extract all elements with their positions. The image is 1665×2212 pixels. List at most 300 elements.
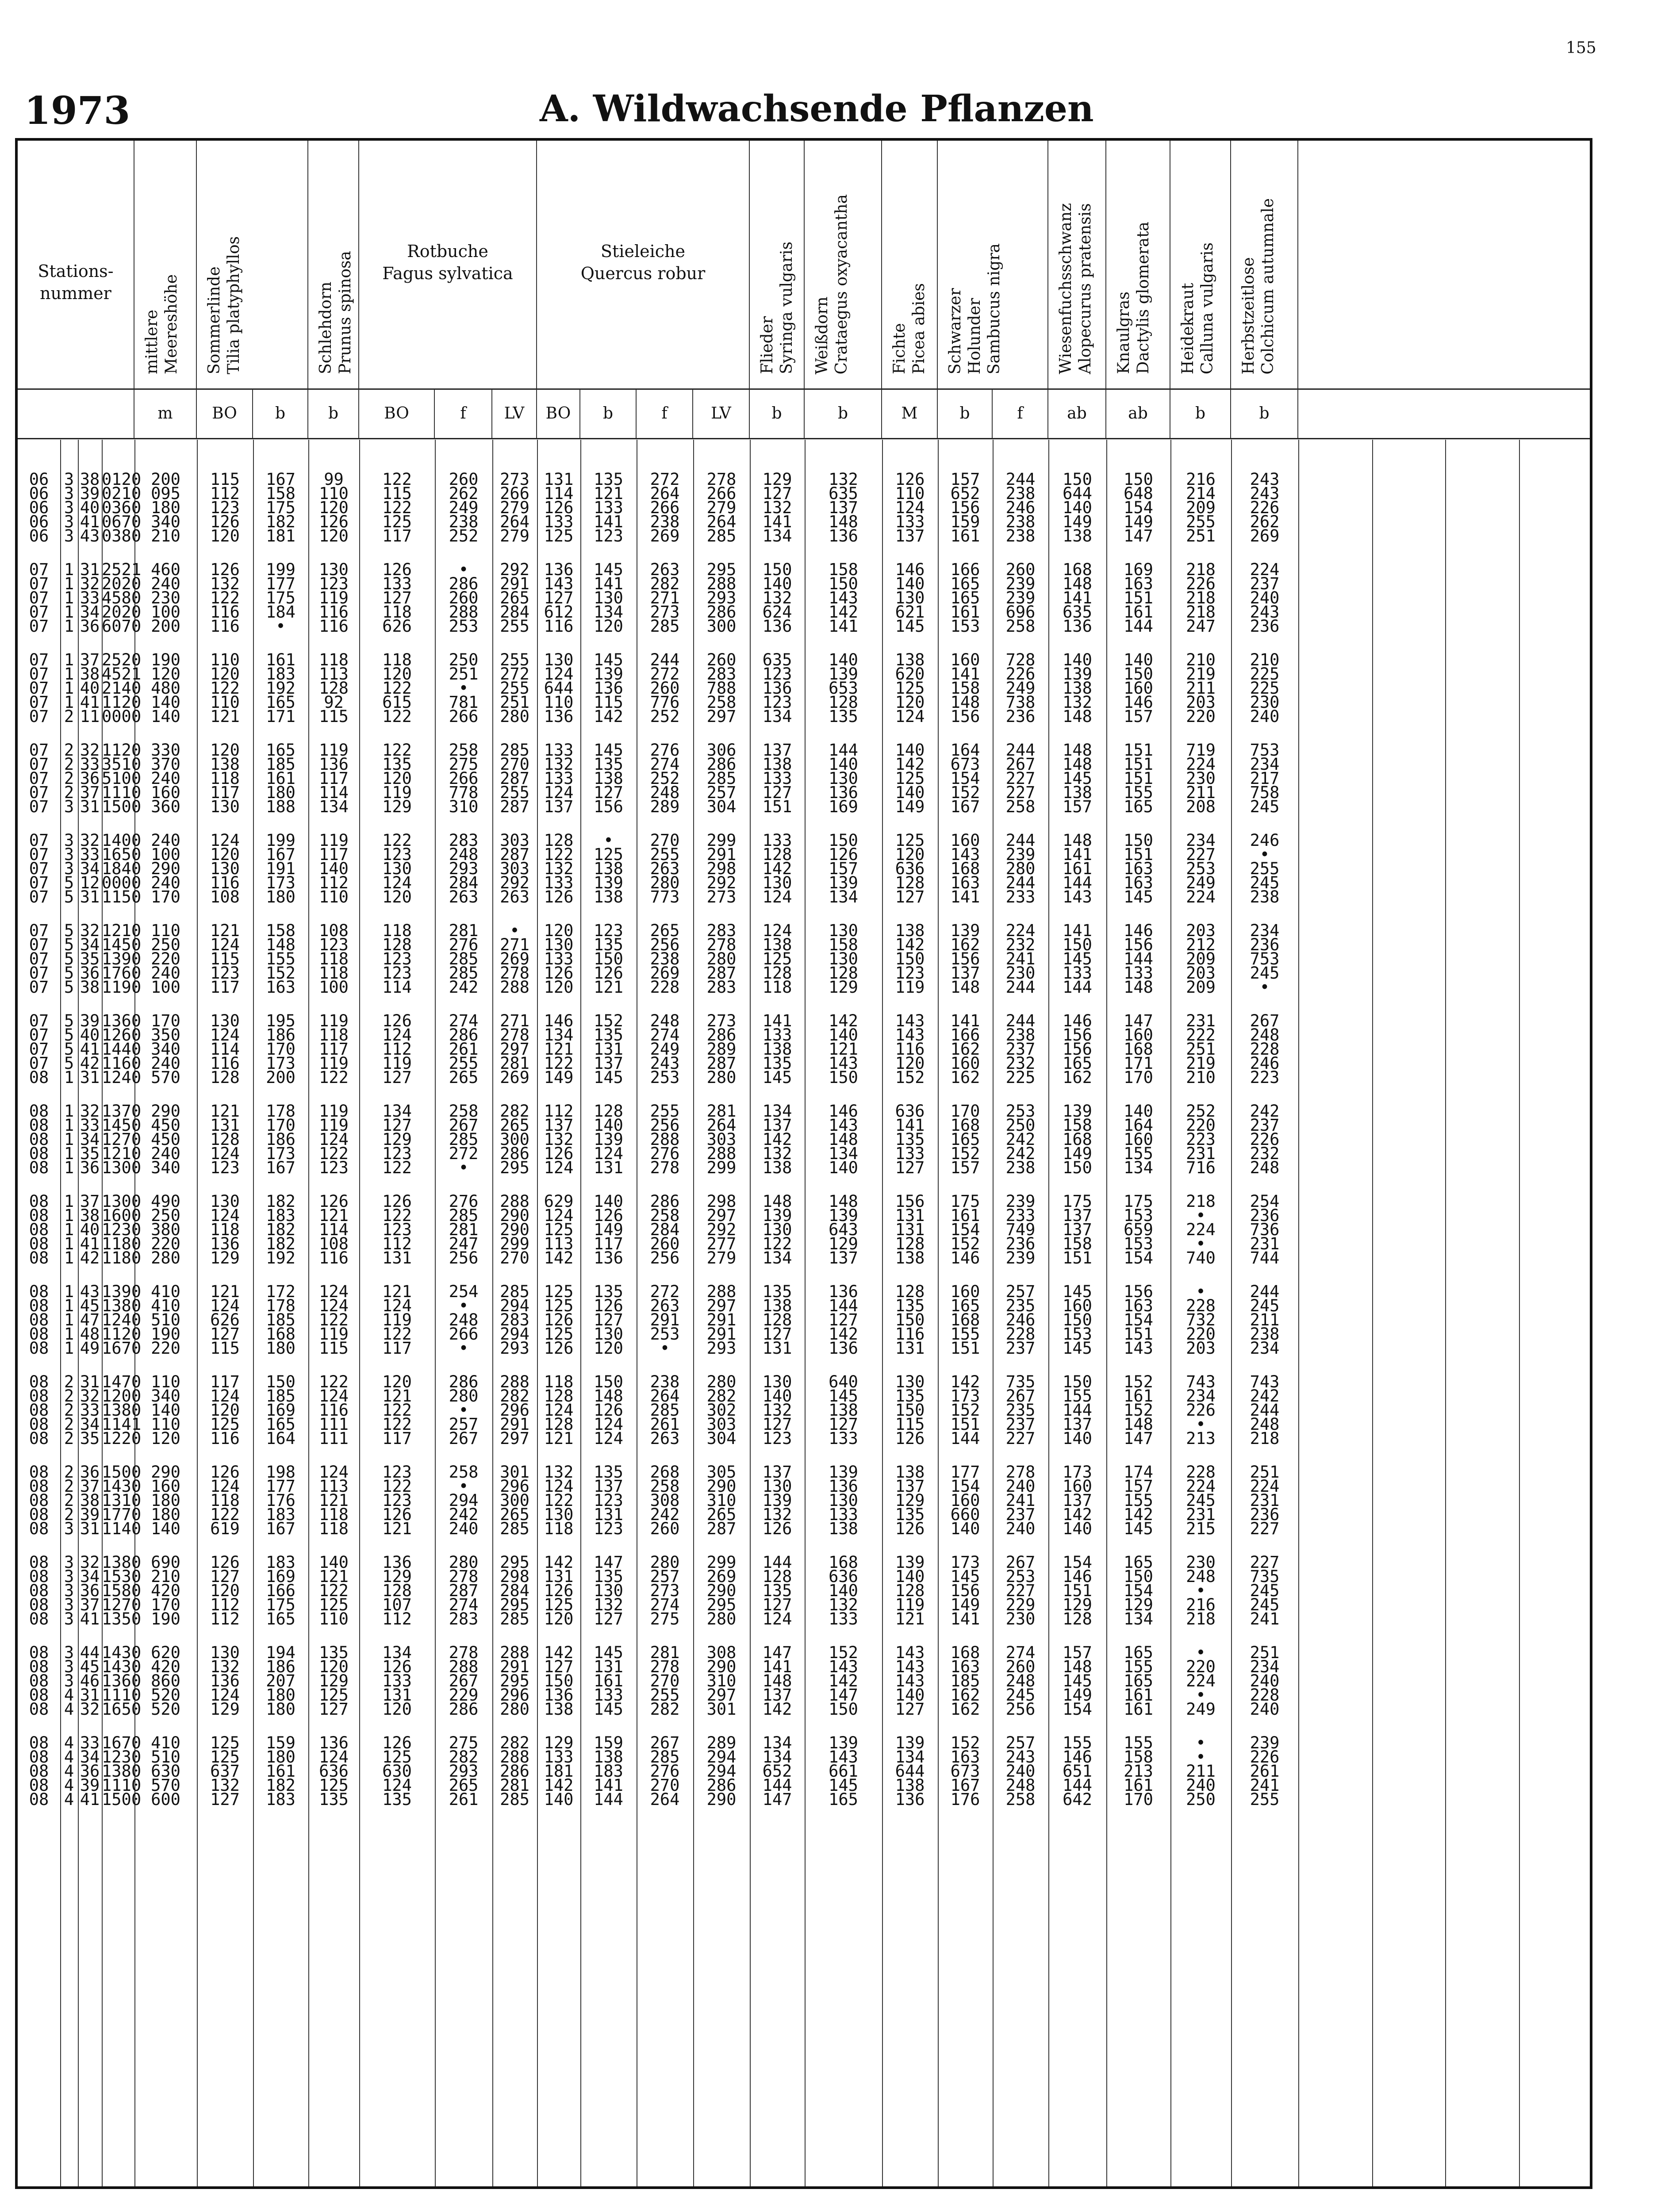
table-cell: 137: [762, 1116, 792, 1135]
table-cell: 260: [449, 470, 479, 489]
table-cell: 286: [500, 1144, 529, 1163]
table-cell: 163: [950, 873, 980, 892]
table-cell: 282: [650, 1700, 680, 1719]
table-cell: 115: [382, 484, 412, 503]
table-cell: 211: [1186, 679, 1216, 698]
table-cell: 132: [544, 1463, 574, 1482]
table-cell: 223: [1186, 1130, 1216, 1149]
table-cell: 743: [1186, 1372, 1216, 1391]
table-cell: 2: [64, 1505, 74, 1524]
table-cell: 292: [706, 1220, 737, 1239]
table-cell: 281: [500, 1054, 529, 1073]
table-cell: 136: [382, 1553, 412, 1572]
table-cell: 132: [210, 1657, 240, 1676]
table-cell: 0000: [102, 873, 142, 892]
table-cell: 123: [382, 1491, 412, 1510]
table-cell: 227: [1250, 1553, 1280, 1572]
table-cell: 2: [64, 769, 74, 788]
table-cell: 141: [829, 617, 858, 636]
table-cell: 278: [650, 1158, 680, 1177]
table-cell: 129: [895, 1491, 925, 1510]
table-cell: 127: [829, 1415, 858, 1434]
table-cell: 122: [319, 1372, 349, 1391]
table-cell: 06: [29, 470, 49, 489]
table-cell: 420: [151, 1657, 180, 1676]
table-cell: 1: [64, 617, 74, 636]
table-cell: 273: [650, 603, 680, 622]
table-cell: 121: [544, 1429, 574, 1448]
table-row: [18, 1762, 1590, 1781]
table-cell: 07: [29, 921, 49, 940]
table-cell: 124: [319, 1282, 349, 1301]
table-cell: 1: [64, 664, 74, 684]
table-cell: 159: [950, 512, 980, 531]
table-cell: 117: [319, 845, 349, 864]
table-cell: 330: [151, 741, 180, 760]
table-cell: 224: [1186, 755, 1216, 774]
table-cell: 286: [706, 603, 737, 622]
table-cell: 5: [64, 964, 74, 983]
table-cell: 180: [266, 887, 295, 906]
table-cell: 258: [449, 1463, 479, 1482]
table-cell: 143: [544, 574, 574, 593]
table-cell: 41: [80, 1040, 100, 1059]
table-cell: 117: [210, 1372, 240, 1391]
table-cell: 40: [80, 1025, 100, 1045]
table-cell: 08: [29, 1609, 49, 1628]
table-cell: 340: [151, 1386, 180, 1406]
table-cell: 142: [829, 1325, 858, 1344]
table-cell: 248: [650, 783, 680, 802]
table-cell: 132: [762, 1401, 792, 1420]
table-cell: 287: [500, 797, 529, 816]
table-cell: 33: [80, 755, 100, 774]
table-cell: 159: [266, 1733, 295, 1752]
table-cell: 08: [29, 1116, 49, 1135]
table-cell: 257: [449, 1415, 479, 1434]
table-cell: 150: [829, 1068, 858, 1087]
table-cell: 1210: [102, 1144, 142, 1163]
table-cell: 286: [449, 574, 479, 593]
table-cell: 213: [1124, 1762, 1153, 1781]
column-label: [205, 236, 244, 374]
table-cell: 124: [382, 1776, 412, 1795]
table-cell: 738: [1005, 693, 1036, 712]
table-cell: 174: [1124, 1463, 1153, 1482]
table-cell: 124: [544, 1477, 574, 1496]
table-cell: 5: [64, 1054, 74, 1073]
table-cell: 135: [594, 470, 623, 489]
table-row: [18, 1206, 1590, 1225]
table-cell: 269: [500, 949, 529, 968]
table-cell: 285: [500, 1790, 529, 1809]
table-cell: 154: [1063, 1553, 1092, 1572]
column-label-line: Weißdorn: [813, 296, 831, 374]
table-cell: 293: [500, 1339, 529, 1358]
table-cell: 121: [319, 1567, 349, 1586]
table-cell: 145: [594, 1700, 623, 1719]
unit-label: b: [1231, 389, 1298, 438]
table-row: [18, 980, 1590, 995]
table-cell: 140: [594, 1116, 623, 1135]
table-cell: 1670: [102, 1339, 142, 1358]
table-cell: 150: [829, 831, 858, 850]
table-cell: 292: [706, 873, 737, 892]
column-label-line: Wiesenfuchsschwanz: [1057, 203, 1075, 374]
table-cell: 175: [950, 1192, 980, 1211]
table-cell: 241: [1250, 1776, 1280, 1795]
page-number: 155: [1566, 39, 1596, 57]
table-cell: 177: [950, 1463, 980, 1482]
table-cell: 126: [594, 1296, 623, 1315]
table-cell: 289: [706, 1040, 737, 1059]
table-cell: 269: [500, 1068, 529, 1087]
table-row: [18, 1248, 1590, 1267]
table-cell: 181: [544, 1762, 574, 1781]
table-cell: 270: [500, 1248, 529, 1267]
table-cell: 125: [594, 845, 623, 864]
table-cell: 4: [64, 1762, 74, 1781]
table-cell: 117: [210, 978, 240, 997]
table-cell: 652: [950, 484, 980, 503]
table-cell: 240: [151, 964, 180, 983]
table-cell: 244: [1005, 873, 1036, 892]
table-cell: 164: [950, 741, 980, 760]
column-label-line: Schlehdorn: [317, 281, 335, 374]
table-cell: 123: [594, 1491, 623, 1510]
table-cell: 38: [80, 1491, 100, 1510]
table-cell: 214: [1186, 484, 1216, 503]
table-cell: 124: [210, 1386, 240, 1406]
table-cell: 31: [80, 1519, 100, 1538]
table-cell: 274: [449, 1011, 479, 1030]
table-cell: 280: [706, 1372, 737, 1391]
table-cell: 285: [449, 949, 479, 968]
table-cell: 125: [210, 1747, 240, 1767]
table-cell: 134: [762, 1747, 792, 1767]
table-cell: 07: [29, 603, 49, 622]
table-cell: 130: [594, 588, 623, 607]
table-cell: 278: [449, 1643, 479, 1662]
table-cell: 140: [829, 1158, 858, 1177]
table-cell: 1180: [102, 1248, 142, 1267]
table-cell: 251: [1186, 526, 1216, 545]
table-cell: 127: [382, 1068, 412, 1087]
table-cell: 113: [544, 1234, 574, 1253]
table-cell: 133: [895, 512, 925, 531]
table-cell: 237: [1250, 574, 1280, 593]
table-cell: 130: [544, 935, 574, 954]
table-cell: 245: [1250, 1296, 1280, 1315]
table-cell: 211: [1250, 1310, 1280, 1329]
table-cell: 255: [1250, 859, 1280, 878]
table-cell: 5: [64, 921, 74, 940]
table-cell: 07: [29, 887, 49, 906]
table-cell: 131: [895, 1206, 925, 1225]
table-cell: 258: [706, 693, 737, 712]
table-cell: 168: [950, 1310, 980, 1329]
table-cell: 116: [319, 617, 349, 636]
table-cell: 07: [29, 783, 49, 802]
table-cell: 228: [1250, 1686, 1280, 1705]
table-cell: 124: [762, 1609, 792, 1628]
table-cell: 1310: [102, 1491, 142, 1510]
table-row: [18, 1194, 1590, 1209]
table-cell: 110: [151, 921, 180, 940]
table-cell: 119: [382, 1310, 412, 1329]
table-cell: 130: [210, 1192, 240, 1211]
table-cell: 264: [706, 512, 737, 531]
table-cell: 278: [706, 935, 737, 954]
table-cell: 286: [500, 1762, 529, 1781]
table-row: [18, 1011, 1590, 1030]
table-cell: 280: [500, 1700, 529, 1719]
table-cell: 288: [500, 978, 529, 997]
table-cell: 148: [1063, 755, 1092, 774]
table-cell: 141: [950, 664, 980, 684]
table-cell: 124: [762, 887, 792, 906]
table-cell: 07: [29, 560, 49, 579]
table-cell: 112: [382, 1609, 412, 1628]
table-cell: 07: [29, 664, 49, 684]
table-cell: 129: [319, 1671, 349, 1690]
column-label-line: Picea abies: [910, 283, 928, 374]
table-cell: 124: [210, 1686, 240, 1705]
table-cell: 130: [594, 1581, 623, 1600]
table-cell: 290: [706, 1790, 737, 1809]
table-cell: 255: [500, 650, 529, 669]
table-cell: 1670: [102, 1733, 142, 1752]
table-cell: 151: [1124, 755, 1153, 774]
table-cell: 133: [594, 498, 623, 517]
table-cell: 126: [895, 470, 925, 489]
table-cell: 122: [544, 1054, 574, 1073]
table-cell: 133: [544, 949, 574, 968]
table-row: [18, 1386, 1590, 1406]
table-cell: 32: [80, 1102, 100, 1121]
column-header-knaulgras: [1106, 141, 1170, 388]
table-cell: •: [458, 1401, 469, 1420]
table-cell: 290: [706, 1581, 737, 1600]
table-cell: 1380: [102, 1296, 142, 1315]
table-cell: 119: [319, 1102, 349, 1121]
table-cell: 124: [210, 1144, 240, 1163]
table-cell: 135: [895, 1130, 925, 1149]
table-cell: 234: [1250, 755, 1280, 774]
table-cell: 32: [80, 1700, 100, 1719]
row-group: [18, 650, 1590, 726]
table-cell: 142: [544, 1776, 574, 1795]
table-cell: 133: [762, 1025, 792, 1045]
table-cell: 255: [1250, 1790, 1280, 1809]
table-cell: 128: [544, 831, 574, 850]
table-row: [18, 1158, 1590, 1177]
table-cell: 450: [151, 1130, 180, 1149]
column-label: [316, 251, 355, 374]
table-cell: 269: [650, 964, 680, 983]
table-cell: 203: [1186, 693, 1216, 712]
table-cell: 155: [950, 1325, 980, 1344]
table-cell: 144: [1063, 1401, 1092, 1420]
table-cell: 36: [80, 1762, 100, 1781]
table-cell: 139: [895, 1733, 925, 1752]
row-group: [18, 472, 1590, 543]
table-row: [18, 472, 1590, 487]
table-cell: 150: [829, 1700, 858, 1719]
column-label: [1056, 203, 1095, 374]
table-cell: 160: [950, 1054, 980, 1073]
table-cell: 136: [829, 1477, 858, 1496]
table-cell: 128: [544, 1415, 574, 1434]
table-cell: 155: [1063, 1386, 1092, 1406]
table-cell: 291: [706, 845, 737, 864]
column-header-weissdorn: [805, 141, 882, 388]
table-cell: 278: [500, 964, 529, 983]
table-cell: 134: [762, 707, 792, 726]
table-cell: 1650: [102, 845, 142, 864]
table-cell: 144: [1063, 873, 1092, 892]
table-cell: 135: [762, 1054, 792, 1073]
table-cell: 136: [829, 1282, 858, 1301]
table-cell: 242: [1005, 1130, 1036, 1149]
table-cell: 144: [1063, 1776, 1092, 1795]
table-cell: 137: [762, 1686, 792, 1705]
table-cell: 4: [64, 1747, 74, 1767]
table-cell: 1500: [102, 1463, 142, 1482]
table-cell: 119: [319, 741, 349, 760]
table-cell: 132: [1063, 693, 1092, 712]
table-row: [18, 1056, 1590, 1071]
table-cell: 145: [1063, 1671, 1092, 1690]
table-cell: 119: [895, 978, 925, 997]
table-cell: 161: [266, 769, 295, 788]
table-cell: 236: [1250, 935, 1280, 954]
table-cell: 250: [151, 1206, 180, 1225]
table-cell: 116: [895, 1040, 925, 1059]
table-cell: 1141: [102, 1415, 142, 1434]
table-cell: 145: [950, 1567, 980, 1586]
table-cell: 272: [500, 664, 529, 684]
table-cell: 151: [1124, 741, 1153, 760]
table-cell: 100: [319, 978, 349, 997]
table-cell: 140: [1063, 1519, 1092, 1538]
table-cell: 134: [1124, 1158, 1153, 1177]
table-cell: 118: [319, 1025, 349, 1045]
table-cell: 131: [895, 1220, 925, 1239]
table-cell: 148: [1063, 707, 1092, 726]
table-cell: 273: [500, 470, 529, 489]
table-cell: 4580: [102, 588, 142, 607]
table-cell: 122: [382, 1158, 412, 1177]
table-cell: 125: [895, 679, 925, 698]
table-cell: 182: [266, 1192, 295, 1211]
table-cell: 5100: [102, 769, 142, 788]
table-cell: 217: [1250, 769, 1280, 788]
table-row: [18, 1040, 1590, 1059]
table-cell: 120: [544, 978, 574, 997]
table-cell: 138: [1063, 526, 1092, 545]
table-cell: 218: [1186, 588, 1216, 607]
table-row: [18, 707, 1590, 726]
table-cell: 238: [1005, 484, 1036, 503]
table-cell: 160: [950, 831, 980, 850]
table-cell: 120: [210, 741, 240, 760]
table-cell: 140: [544, 1790, 574, 1809]
table-cell: 120: [544, 921, 574, 940]
table-cell: 236: [1250, 1206, 1280, 1225]
table-cell: 32: [80, 1553, 100, 1572]
table-cell: 156: [1124, 935, 1153, 954]
table-cell: 146: [950, 1248, 980, 1267]
table-cell: 131: [544, 1567, 574, 1586]
table-cell: 280: [500, 707, 529, 726]
table-cell: 157: [829, 859, 858, 878]
table-cell: 1: [64, 1130, 74, 1149]
table-cell: 121: [210, 1282, 240, 1301]
table-cell: 156: [895, 1192, 925, 1211]
table-cell: 38: [80, 978, 100, 997]
table-cell: 138: [762, 1296, 792, 1315]
table-cell: 251: [449, 664, 479, 684]
table-cell: 136: [762, 679, 792, 698]
table-cell: 241: [1250, 1609, 1280, 1628]
table-cell: 123: [594, 921, 623, 940]
table-cell: 44: [80, 1643, 100, 1662]
table-cell: 136: [594, 679, 623, 698]
table-cell: 08: [29, 1733, 49, 1752]
table-cell: 123: [382, 845, 412, 864]
table-cell: 250: [1005, 1116, 1036, 1135]
table-cell: 08: [29, 1130, 49, 1149]
table-cell: 248: [1250, 1025, 1280, 1045]
table-cell: 264: [650, 1386, 680, 1406]
table-cell: 137: [544, 797, 574, 816]
table-cell: 5: [64, 1011, 74, 1030]
table-cell: 185: [266, 1386, 295, 1406]
table-cell: 301: [706, 1700, 737, 1719]
table-cell: 237: [1250, 1116, 1280, 1135]
table-cell: 293: [706, 1339, 737, 1358]
table-cell: 124: [544, 783, 574, 802]
table-cell: 276: [449, 1192, 479, 1211]
table-cell: 260: [650, 1519, 680, 1538]
table-cell: 122: [319, 1581, 349, 1600]
table-cell: 129: [382, 1130, 412, 1149]
table-cell: 126: [382, 1733, 412, 1752]
table-cell: 296: [500, 1477, 529, 1496]
table-cell: 08: [29, 1519, 49, 1538]
table-cell: 110: [319, 484, 349, 503]
table-cell: 248: [1250, 1158, 1280, 1177]
table-cell: 140: [151, 693, 180, 712]
table-cell: 117: [382, 1339, 412, 1358]
table-cell: 148: [829, 1130, 858, 1149]
year-heading: 1973: [24, 88, 130, 133]
table-cell: 154: [950, 769, 980, 788]
page-title: A. Wildwachsende Pflanzen: [540, 88, 1094, 130]
table-row: [18, 757, 1590, 772]
table-cell: 220: [1186, 1116, 1216, 1135]
column-label-line: Herbstzeitlose: [1239, 257, 1258, 374]
table-cell: 134: [762, 1102, 792, 1121]
table-cell: 282: [706, 1386, 737, 1406]
table-cell: 128: [895, 1282, 925, 1301]
table-cell: 282: [650, 574, 680, 593]
table-cell: 140: [829, 650, 858, 669]
table-cell: 123: [210, 964, 240, 983]
table-row: [18, 741, 1590, 760]
table-cell: 115: [594, 693, 623, 712]
